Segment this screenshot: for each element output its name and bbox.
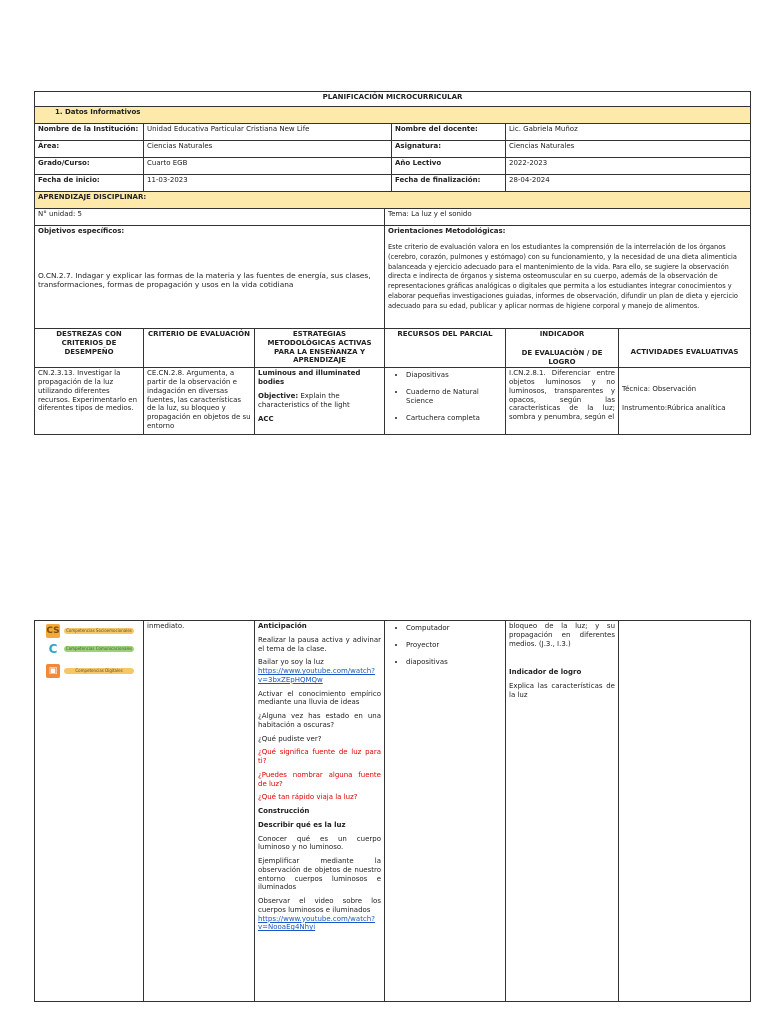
objectives-text: O.CN.2.7. Indagar y explicar las formas de la materia y las fuentes de energía, sus clases, transformaciones, formas de propagación y usos en la vida cotidiana (38, 270, 371, 289)
area-value: Ciencias Naturales (144, 141, 392, 158)
tecnica-text: Técnica: Observación (622, 385, 697, 394)
header-actividades: ACTIVIDADES EVALUATIVAS (619, 329, 751, 368)
area-label: Área: (35, 141, 144, 158)
socioemotional-icon: CS (46, 626, 60, 636)
acc-label: ACC (258, 415, 274, 424)
objective-label: Objective: (258, 391, 299, 400)
list-item: • Diapositivas (406, 371, 502, 380)
grade-label: Grado/Curso: (35, 158, 144, 175)
section-heading: 1. Datos Informativos (35, 107, 751, 124)
criterio-cell: CE.CN.2.8. Argumenta, a partir de la observación e indagación en diversas fuentes, las características de la luz, su bloqueo y propagación en objetos de su entorno (144, 368, 255, 435)
recursos-cell (385, 368, 506, 435)
paragraph: Observar el video sobre los cuerpos luminosos e iluminados (258, 897, 381, 914)
paragraph: ¿Qué pudiste ver? (258, 734, 322, 743)
list-item: • Cuaderno de Natural Science (406, 388, 502, 406)
end-date-value: 28-04-2024 (506, 175, 751, 192)
digital-icon: ▣ (46, 664, 60, 678)
indicador-text: bloqueo de la luz; y su propagación en diferentes medios. (J.3., I.3.) (509, 622, 615, 648)
actividades-continued (619, 621, 751, 1002)
orientations-label: Orientaciones Metodológicas: (388, 227, 506, 235)
header-indicador (506, 329, 619, 368)
indicador-logro-text: Explica las características de la luz (509, 682, 615, 699)
paragraph: Bailar yo soy la luz (258, 658, 324, 667)
describir-heading: Describir qué es la luz (258, 820, 346, 829)
orientations-cell (385, 226, 751, 329)
estrategia-title: Luminous and illuminated bodies (258, 369, 361, 386)
recursos-list (388, 371, 502, 422)
teacher-value: Lic. Gabriela Muñoz (506, 124, 751, 141)
question: ¿Puedes nombrar alguna fuente de luz? (258, 770, 381, 788)
paragraph: Ejemplificar mediante la observación de objetos de nuestro entorno cuerpos luminosos e iluminados (258, 857, 381, 892)
question: ¿Qué tan rápido viaja la luz? (258, 793, 358, 802)
objective-text: Explain the characteristics of the light (258, 391, 350, 409)
grade-value: Cuarto EGB (144, 158, 392, 175)
competencias-cell (35, 621, 144, 1002)
estrategia-continued (255, 621, 385, 1002)
instrumento-text: Instrumento:Rúbrica analítica (622, 404, 726, 412)
header-destrezas: DESTREZAS CON CRITERIOS DE DESEMPEÑO (35, 329, 144, 368)
school-year-label: Año Lectivo (392, 158, 506, 175)
construccion-heading: Construcción (258, 807, 310, 815)
teacher-label: Nombre del docente: (392, 124, 506, 141)
list-item: • diapositivas (406, 658, 502, 667)
competencias-icons (38, 622, 140, 692)
indicador-logro-heading: Indicador de logro (509, 668, 582, 677)
youtube-link[interactable]: https://www.youtube.com/watch?v=3bxZEpHQMQw (258, 667, 375, 684)
subject-label: Asignatura: (392, 141, 506, 158)
learning-heading: APRENDIZAJE DISCIPLINAR: (35, 192, 751, 209)
recursos-continued (385, 621, 506, 1002)
orientations-text: Este criterio de evaluación valora en los estudiantes la comprensión de la interrelación de los órganos (cerebro, corazón, pulmones y estómago) con su funcionamiento, y la necesidad de una dieta alimenticia balanceada y ejercicio adecuado para el mantenimiento de la vida. Para ello, se sugiere la observación directa e indirecta de órganos y sistema osteomuscular en su cuerpo, además de la observación de representaciones gráficas analógicas o digitales que permita a los estudiantes integrar conocimientos y elaborar pequeñas investigaciones guiadas, informes de observación, difundir un plan de dieta y ejercicio adecuado para su edad, publicar y aplicar normas de higiene corporal y manejo de alimentos. (388, 242, 738, 311)
competencias-tag: Competencias Comunicacionales (65, 646, 133, 651)
header-indicador-bottom: DE EVALUACIÒN / DE LOGRO (521, 348, 603, 366)
planning-table (34, 91, 751, 435)
unit-topic: Tema: La luz y el sonido (385, 209, 751, 226)
school-year-value: 2022-2023 (506, 158, 751, 175)
communication-icon: C (46, 642, 60, 656)
list-item: • Cartuchera completa (406, 414, 502, 423)
header-criterio: CRITERIO DE EVALUACIÓN (144, 329, 255, 368)
start-date-label: Fecha de inicio: (35, 175, 144, 192)
question: ¿Qué significa fuente de luz para ti? (258, 748, 381, 765)
paragraph: Conocer qué es un cuerpo luminoso y no luminoso. (258, 834, 381, 852)
end-date-label: Fecha de finalización: (392, 175, 506, 192)
page-title: PLANIFICACIÓN MICROCURRICULAR (35, 92, 751, 107)
recursos-list (388, 624, 502, 666)
unit-number: N° unidad: 5 (35, 209, 385, 226)
paragraph: Realizar la pausa activa y adivinar el tema de la clase. (258, 635, 381, 653)
objectives-label: Objetivos específicos: (38, 227, 125, 235)
anticipacion-heading: Anticipación (258, 622, 307, 630)
paragraph: ¿Alguna vez has estado en una habitación a oscuras? (258, 712, 381, 729)
header-indicador-top: INDICADOR (539, 330, 585, 338)
criterio-continued: inmediato. (144, 621, 255, 1002)
destreza-cell: CN.2.3.13. Investigar la propagación de la luz utilizando diferentes recursos. Experimentarlo en diferentes tipos de medios. (35, 368, 144, 435)
list-item: • Proyector (406, 641, 502, 650)
header-recursos: RECURSOS DEL PARCIAL (385, 329, 506, 368)
planning-table-continued (34, 620, 751, 1002)
estrategia-cell (255, 368, 385, 435)
competencias-tag: Competencias Digitales (64, 668, 134, 674)
institution-label: Nombre de la Institución: (35, 124, 144, 141)
youtube-link[interactable]: https://www.youtube.com/watch?v=NooaEg4Nhyi (258, 914, 375, 932)
indicador-continued (506, 621, 619, 1002)
paragraph: Activar el conocimiento empírico mediante una lluvia de ideas (258, 689, 381, 707)
header-estrategias: ESTRATEGIAS METODOLÓGICAS ACTIVAS PARA LA ENSEÑANZA Y APRENDIZAJE (255, 329, 385, 368)
institution-value: Unidad Educativa Particular Cristiana New Life (144, 124, 392, 141)
start-date-value: 11-03-2023 (144, 175, 392, 192)
indicador-cell: I.CN.2.8.1. Diferenciar entre objetos luminosos y no luminosos, transparentes y opacos, según las características de la luz; sombra y penumbra, según el (506, 368, 619, 435)
subject-value: Ciencias Naturales (506, 141, 751, 158)
competencias-tag: Competencias Socioemocionales (64, 628, 134, 634)
list-item: • Computador (406, 624, 502, 633)
objectives-cell (35, 226, 385, 329)
actividades-cell (619, 368, 751, 435)
